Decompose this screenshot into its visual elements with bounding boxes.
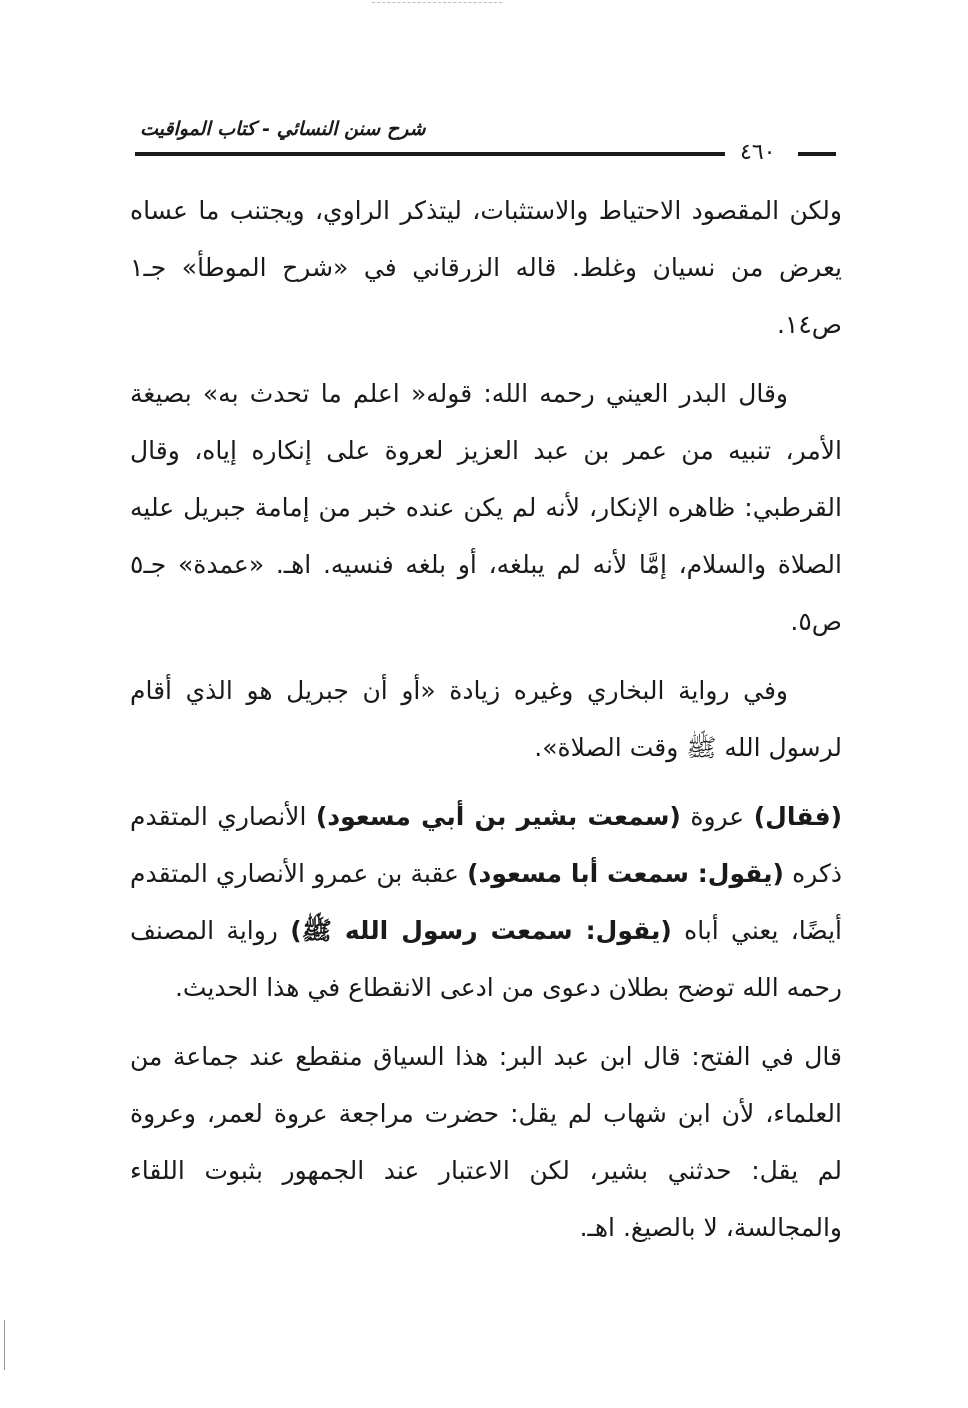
running-title: شرح سنن النسائي - كتاب المواقيت	[140, 118, 426, 140]
quoted-text: (سمعت بشير بن أبي مسعود)	[315, 802, 681, 831]
scan-edge-marks	[372, 2, 502, 5]
quoted-text: (يقول: سمعت رسول الله ﷺ)	[290, 916, 672, 945]
paragraph-3: وفي رواية البخاري وغيره زيادة «أو أن جبريل هو الذي أقام لرسول الله ﷺ وقت الصلاة».	[130, 676, 842, 762]
commentary-text: عروة	[680, 802, 754, 831]
quoted-text: (يقول: سمعت أبا مسعود)	[467, 859, 784, 888]
commentary-text: عقبة بن عمرو الأنصاري المتقدم أيضًا، يعني أباه	[130, 859, 843, 945]
paragraph-2: وقال البدر العيني رحمه الله: قوله« اعلم ما تحدث به» بصيغة الأمر، تنبيه من عمر بن عبد العزيز لعروة على إنكاره إياه، وقال القرطبي: ظاهره الإنكار، لأنه لم يكن عنده خبر من إمامة جبريل عليه الصلاة والسلام، إمَّا لأنه لم يبلغه، أو بلغه فنسيه. اهـ. «عمدة» جـ٥ ص٥.	[130, 379, 842, 636]
paragraph-5: قال في الفتح: قال ابن عبد البر: هذا السياق منقطع عند جماعة من العلماء، لأن ابن شهاب لم يقل: حضرت مراجعة عروة لعمر، وعروة لم يقل: حدثني بشير، لكن الاعتبار عند الجمهور بثبوت اللقاء والمجالسة، لا بالصيغ. اهـ.	[130, 1042, 842, 1242]
page-number: ٤٦٠	[740, 140, 776, 165]
page-number-dash	[798, 152, 836, 156]
commentary-text: رواية المصنف رحمه الله توضح بطلان دعوى من ادعى الانقطاع في هذا الحديث.	[130, 916, 842, 1002]
paragraph-4	[130, 788, 842, 1016]
paragraph-1: ولكن المقصود الاحتياط والاستثبات، ليتذكر الراوي، ويجتنب ما عساه يعرض من نسيان وغلط. قاله الزرقاني في «شرح الموطأ» جـ١ ص١٤.	[130, 196, 842, 339]
scan-margin-mark	[4, 1320, 5, 1370]
commentary-text: الأنصاري المتقدم ذكره	[130, 802, 842, 888]
main-text	[130, 182, 842, 1268]
header-rule	[135, 152, 725, 156]
quoted-text: (فقال)	[753, 802, 842, 831]
page-header	[130, 118, 840, 164]
